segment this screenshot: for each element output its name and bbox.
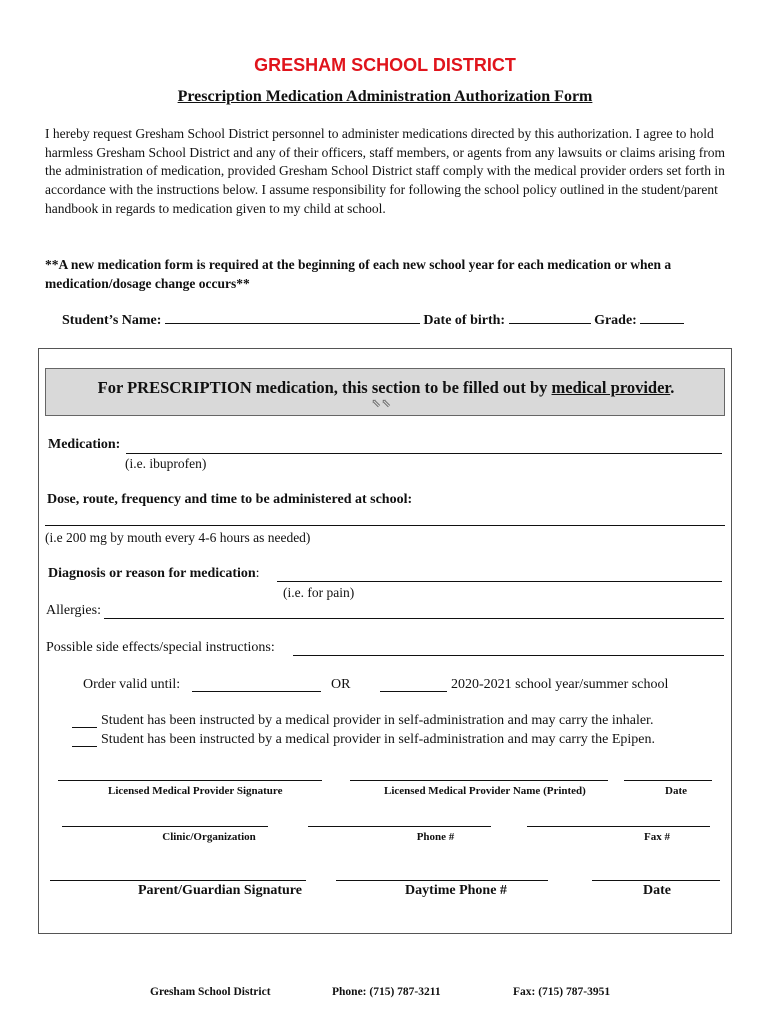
dose-field[interactable] [45,525,725,526]
fax-field[interactable] [527,826,710,827]
footer-fax: Fax: (715) 787-3951 [513,986,611,998]
student-info-line [62,311,684,329]
daytime-phone-field[interactable] [336,880,548,881]
date-of-birth-label: Date of birth: [423,313,506,328]
clinic-label: Clinic/Organization [162,831,256,843]
parent-date-label: Date [643,883,671,898]
provider-section-heading: For PRESCRIPTION medication, this section to be filled out by medical provider. [97,378,675,397]
student-name-label: Student’s Name: [62,313,162,328]
order-valid-date-field[interactable] [192,691,321,692]
inhaler-check-text: Student has been instructed by a medical provider in self-administration and may carry the inhaler. [101,713,654,728]
double-arrow-icon: ⇖⇖ [371,396,392,410]
parent-signature-field[interactable] [50,880,306,881]
grade-label: Grade: [594,313,637,328]
epipen-check-text: Student has been instructed by a medical provider in self-administration and may carry the Epipen. [101,732,655,747]
grade-field[interactable] [640,311,684,324]
date-of-birth-field[interactable] [509,311,591,324]
diagnosis-hint: (i.e. for pain) [283,585,355,600]
medication-label: Medication: [48,437,121,452]
parent-signature-label: Parent/Guardian Signature [137,883,302,898]
provider-name-field[interactable] [350,780,608,781]
parent-date-field[interactable] [592,880,720,881]
or-text: OR [331,677,351,692]
medication-field[interactable] [126,453,722,454]
authorization-paragraph: I hereby request Gresham School District personnel to administer medications directed by this authorization. I agree to hold harmless Gresham School District and any of their officers, staff members, or agents from any lawsuits or claims arising from the administration of medication, provided Gresham School District staff comply with the medical provider orders set forth in accordance with the instructions below. I assume responsibility for following the school policy outlined in the student/parent handbook in regards to medication given to my child at school. [45,126,725,216]
student-name-field[interactable] [165,311,420,324]
side-effects-label: Possible side effects/special instructions: [46,640,275,655]
provider-signature-field[interactable] [58,780,322,781]
fax-label: Fax # [644,831,670,843]
epipen-check-blank[interactable] [72,746,97,747]
side-effects-field[interactable] [293,655,724,656]
medication-hint: (i.e. ibuprofen) [125,456,207,471]
school-year-field[interactable] [380,691,447,692]
provider-name-label: Licensed Medical Provider Name (Printed) [384,785,586,797]
order-valid-label: Order valid until: [83,677,181,692]
allergies-field[interactable] [104,618,724,619]
phone-field[interactable] [308,826,491,827]
phone-label: Phone # [416,831,455,843]
clinic-field[interactable] [62,826,268,827]
daytime-phone-label: Daytime Phone # [405,883,507,898]
school-year-text: 2020-2021 school year/summer school [451,677,669,692]
diagnosis-field[interactable] [277,581,722,582]
dose-hint: (i.e 200 mg by mouth every 4-6 hours as needed) [45,530,311,545]
dose-label: Dose, route, frequency and time to be administered at school: [47,492,413,507]
new-form-notice: **A new medication form is required at the beginning of each new school year for each medication or when a medication/dosage change occurs** [45,257,672,291]
diagnosis-label: Diagnosis or reason for medication: [48,566,260,581]
provider-date-label: Date [665,785,687,797]
footer-district: Gresham School District [150,986,271,998]
inhaler-check-blank[interactable] [72,727,97,728]
provider-section-header [45,368,725,416]
allergies-label: Allergies: [46,603,101,618]
medical-provider-emphasis: medical provider [551,378,671,397]
provider-signature-label: Licensed Medical Provider Signature [108,785,283,797]
form-title: Prescription Medication Administration Authorization Form [177,88,593,105]
provider-date-field[interactable] [624,780,712,781]
district-title: GRESHAM SCHOOL DISTRICT [254,55,516,75]
footer-phone: Phone: (715) 787-3211 [332,986,441,998]
